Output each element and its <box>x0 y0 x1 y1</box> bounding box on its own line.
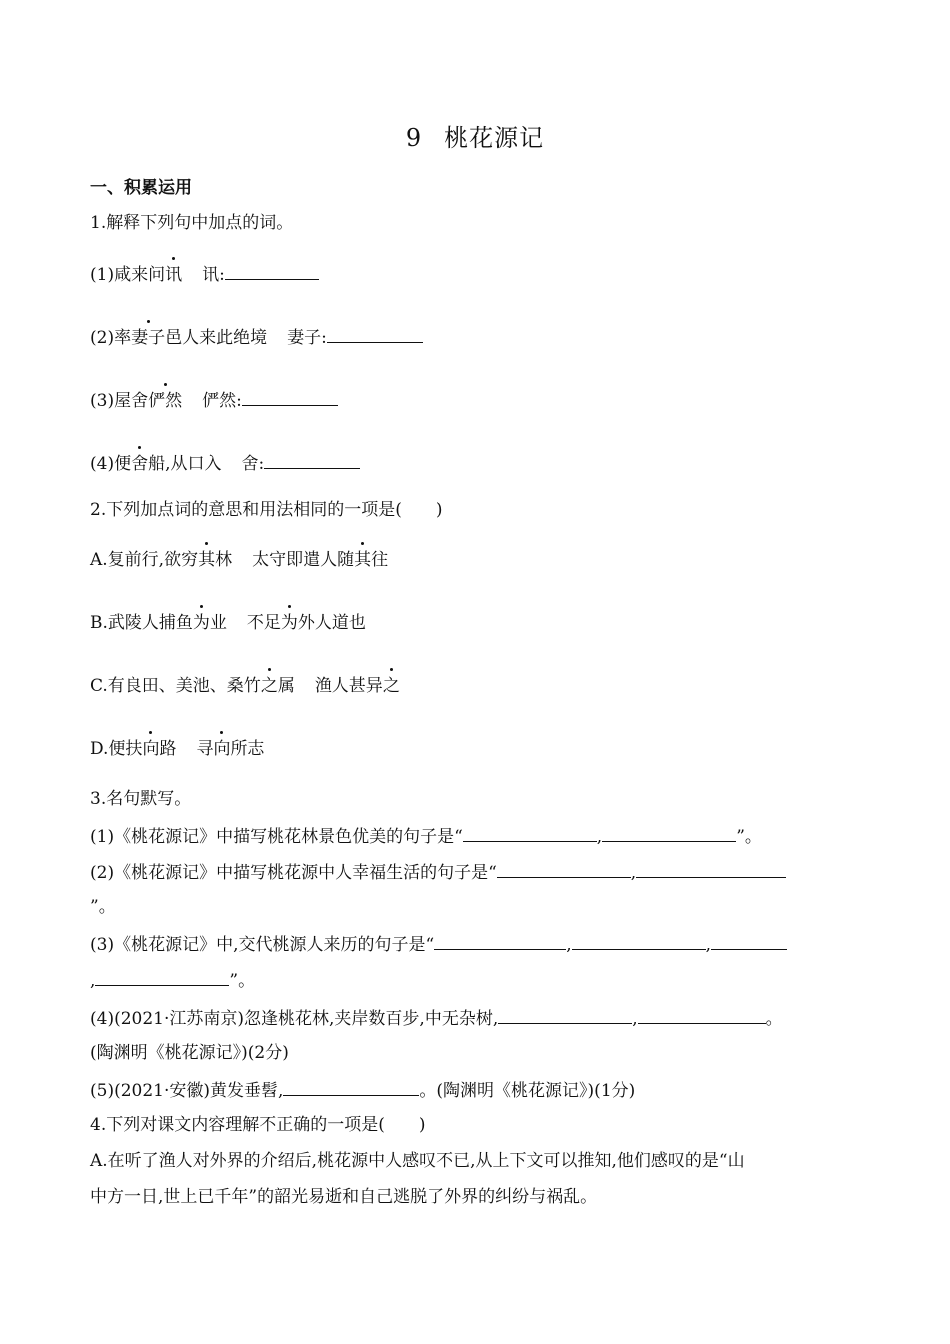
answer-blank[interactable] <box>264 450 360 469</box>
page-title <box>0 118 950 153</box>
q2-option-a[interactable]: A.复前行,欲穷其林 太守即遣人随其往 <box>90 550 389 570</box>
q2-option-b[interactable]: B.武陵人捕鱼为业 不足为外人道也 <box>90 613 366 633</box>
q1-item-3: (3)屋舍俨然 俨然: <box>90 387 338 413</box>
item-target: 讯: <box>202 265 225 285</box>
q1-item-1 <box>90 261 319 287</box>
dotted-word: 其 <box>198 550 216 570</box>
q3-item-2-cont: ”。 <box>90 897 116 917</box>
q2-stem: 2.下列加点词的意思和用法相同的一项是( ) <box>90 500 443 520</box>
q4-option-a-line2: 中方一日,世上已千年”的韶光易逝和自己逃脱了外界的纠纷与祸乱。 <box>90 1187 598 1207</box>
answer-blank[interactable] <box>572 931 706 950</box>
q3-item-5: (5)(2021·安徽)黄发垂髫, 。(陶渊明《桃花源记》)(1分) <box>90 1077 635 1103</box>
answer-blank[interactable] <box>95 967 229 986</box>
dotted-word: 向 <box>142 739 160 759</box>
answer-blank[interactable] <box>463 823 597 842</box>
dotted-word: 之 <box>260 676 278 696</box>
q3-item-1: (1)《桃花源记》中描写桃花林景色优美的句子是“ , ”。 <box>90 823 762 849</box>
q3-item-4-cont: (陶渊明《桃花源记》)(2分) <box>90 1043 289 1063</box>
dotted-word: 其 <box>354 550 372 570</box>
q1-item-4: (4)便舍船,从口入 舍: <box>90 450 360 476</box>
answer-blank[interactable] <box>283 1077 419 1096</box>
answer-blank[interactable] <box>636 859 786 878</box>
lesson-number: 9 <box>405 124 423 152</box>
answer-blank[interactable] <box>711 931 787 950</box>
q3-item-2: (2)《桃花源记》中描写桃花源中人幸福生活的句子是“ , <box>90 859 786 885</box>
q1-item-2: (2)率妻子邑人来此绝境 妻子: <box>90 324 423 350</box>
section-heading: 一、积累运用 <box>90 178 192 198</box>
q2-option-d[interactable]: D.便扶向路 寻向所志 <box>90 739 265 759</box>
q3-item-4: (4)(2021·江苏南京)忽逢桃花林,夹岸数百步,中无杂树, , 。 <box>90 1005 783 1031</box>
answer-blank[interactable] <box>638 1005 766 1024</box>
item-target: 舍: <box>241 454 265 474</box>
answer-blank[interactable] <box>327 324 423 343</box>
item-text: (1)咸来问 <box>90 265 166 285</box>
q4-option-a-line1: A.在听了渔人对外界的介绍后,桃花源中人感叹不已,从上下文可以推知,他们感叹的是“山 <box>90 1151 745 1171</box>
lesson-title: 桃花源记 <box>444 124 545 152</box>
q3-item-3: (3)《桃花源记》中,交代桃源人来历的句子是“ , , <box>90 931 787 957</box>
answer-blank[interactable] <box>497 859 631 878</box>
dotted-word: 妻子 <box>131 328 166 348</box>
q1-stem: 1.解释下列句中加点的词。 <box>90 213 294 233</box>
q3-stem: 3.名句默写。 <box>90 789 192 809</box>
dotted-word: 为 <box>280 613 298 633</box>
answer-blank[interactable] <box>434 931 566 950</box>
answer-blank[interactable] <box>602 823 736 842</box>
item-target: 妻子: <box>287 328 327 348</box>
dotted-word: 之 <box>382 676 400 696</box>
dotted-word: 为 <box>192 613 210 633</box>
answer-blank[interactable] <box>242 387 338 406</box>
dotted-word: 俨然 <box>148 391 183 411</box>
answer-blank[interactable] <box>498 1005 632 1024</box>
item-target: 俨然: <box>202 391 242 411</box>
dotted-word: 舍 <box>131 454 149 474</box>
dotted-word: 讯 <box>165 265 183 285</box>
dotted-word: 向 <box>213 739 231 759</box>
q2-option-c[interactable]: C.有良田、美池、桑竹之属 渔人甚异之 <box>90 676 400 696</box>
q3-item-3-cont: , ”。 <box>90 967 255 993</box>
answer-blank[interactable] <box>225 261 319 280</box>
q4-stem: 4.下列对课文内容理解不正确的一项是( ) <box>90 1115 426 1135</box>
